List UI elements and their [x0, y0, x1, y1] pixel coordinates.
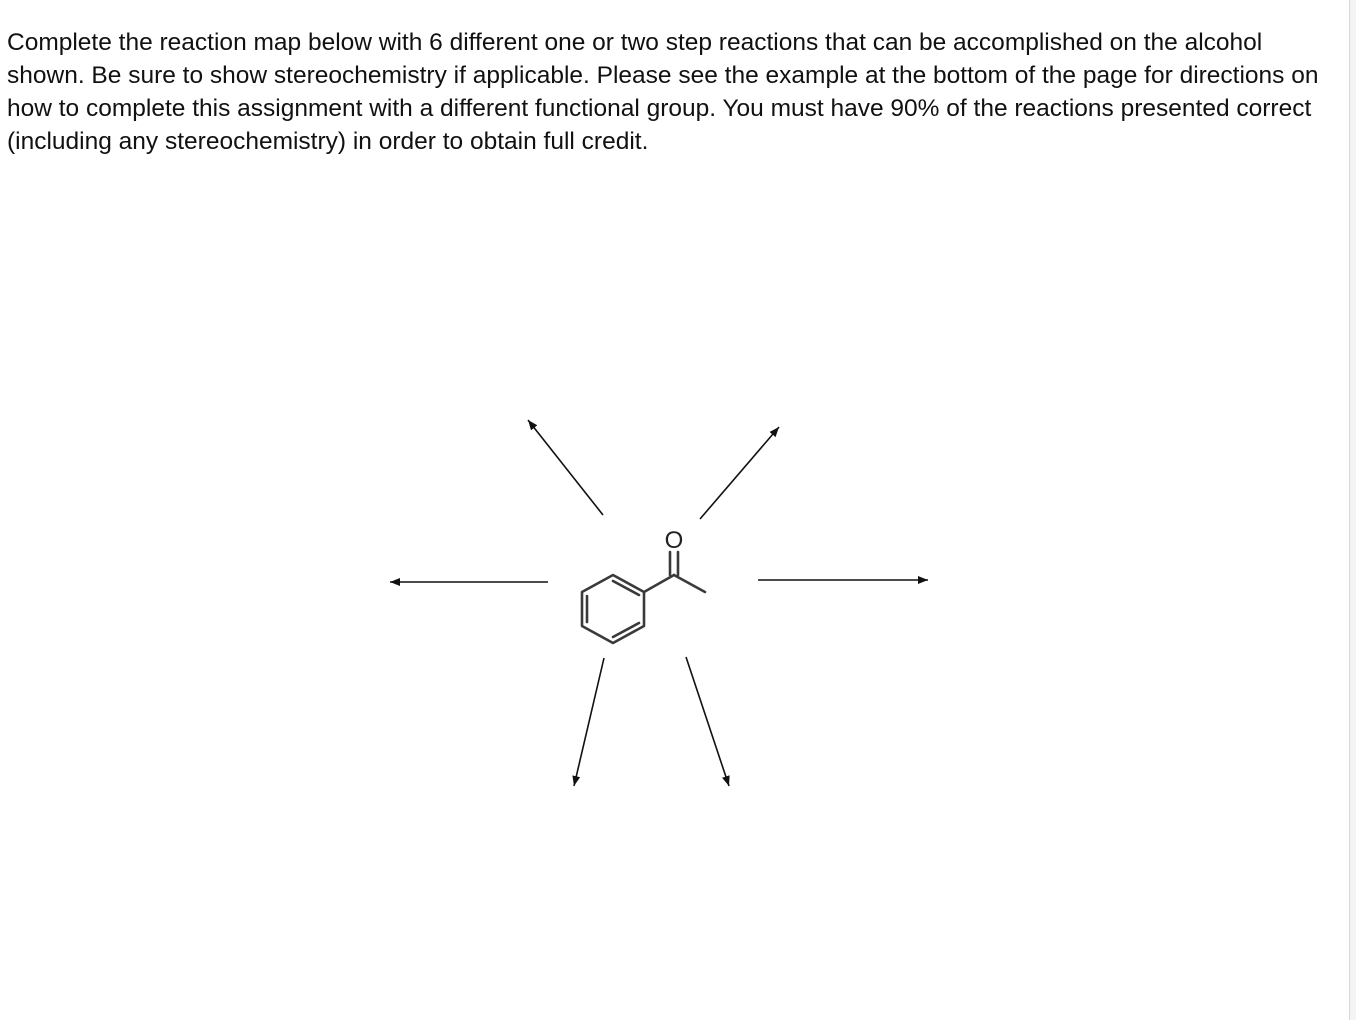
reaction-arrow-lower-right — [686, 657, 729, 786]
assignment-instructions: Complete the reaction map below with 6 different one or two step reactions that can be accomplished on the alcohol shown. Be sure to show stereochemistry if applicable. Please see the example at the bottom of the page for directions on how to complete this assignment with a different functional group. You must have 90% of the reactions presented correct (including any stereochemistry) in order to obtain full credit. — [7, 29, 1319, 155]
reaction-arrow-upper-right — [700, 427, 779, 519]
oxygen-atom-label: O — [664, 527, 684, 554]
page-edge — [1349, 0, 1356, 1020]
methyl-bond — [674, 575, 705, 592]
acetophenone-structure — [582, 552, 705, 643]
aryl-carbonyl-bond — [644, 575, 674, 592]
reaction-arrow-lower-left — [574, 658, 604, 786]
benzene-ring — [582, 575, 644, 643]
reaction-arrow-upper-left — [528, 420, 603, 515]
